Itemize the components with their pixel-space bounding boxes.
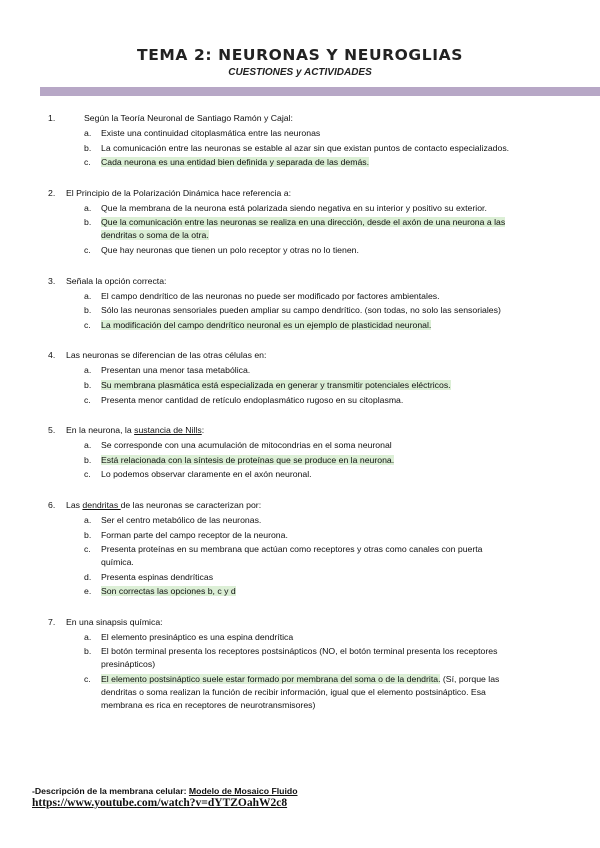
option-letter: b. (84, 217, 92, 228)
option-letter: c. (84, 469, 91, 480)
option-2c (0, 244, 600, 257)
option-letter: c. (84, 544, 91, 555)
option-letter: b. (84, 454, 92, 465)
question-text: En una sinapsis química: (66, 616, 163, 627)
option-3c (0, 319, 600, 332)
option-text: El campo dendrítico de las neuronas no puede ser modificado por factores ambientales. (101, 290, 440, 301)
option-1a (0, 127, 600, 140)
option-text: La comunicación entre las neuronas se estable al azar sin que existan puntos de contacto especializados. (101, 142, 510, 153)
question-number: 4. (48, 350, 56, 361)
option-7c (0, 673, 600, 712)
option-text: Presentan una menor tasa metabólica. (101, 365, 251, 376)
option-text-correct: Cada neurona es una entidad bien definida y separada de las demás. (101, 157, 370, 168)
option-letter: c. (84, 394, 91, 405)
option-3b (0, 304, 600, 317)
question-4 (0, 349, 600, 406)
option-letter: b. (84, 379, 92, 390)
option-6a (0, 514, 600, 527)
option-text-correct: Que la comunicación entre las neuronas se realiza en una dirección, desde el axón de una neurona a las dendritas o soma de la otra. (101, 217, 506, 241)
option-letter: a. (84, 514, 92, 525)
option-6e (0, 585, 600, 598)
page-title: TEMA 2: NEURONAS Y NEUROGLIAS (137, 46, 463, 64)
option-2b (0, 216, 600, 242)
underlined-term: sustancia de Nills (134, 425, 202, 436)
question-3 (0, 275, 600, 332)
option-3a (0, 290, 600, 303)
question-text: El Principio de la Polarización Dinámica hace referencia a: (66, 187, 292, 198)
option-text: El elemento presináptico es una espina dendrítica (101, 631, 294, 642)
option-letter: a. (84, 440, 92, 451)
option-4b (0, 379, 600, 392)
question-number: 5. (48, 425, 56, 436)
option-6d (0, 571, 600, 584)
question-text: Señala la opción correcta: (66, 275, 167, 286)
option-text: El botón terminal presenta los receptores postsinápticos (NO, el botón terminal presenta los receptores presinápticos) (101, 646, 498, 670)
option-letter: b. (84, 305, 92, 316)
option-2a (0, 202, 600, 215)
option-letter: c. (84, 674, 91, 685)
option-letter: b. (84, 142, 92, 153)
option-letter: a. (84, 365, 92, 376)
question-2 (0, 187, 600, 257)
option-7b (0, 645, 600, 671)
option-text: Presenta menor cantidad de retículo endoplasmático rugoso en su citoplasma. (101, 394, 404, 405)
question-list (0, 112, 600, 714)
option-text-correct: Son correctas las opciones b, c y d (101, 586, 236, 597)
option-5a (0, 439, 600, 452)
question-7 (0, 616, 600, 712)
option-5c (0, 468, 600, 481)
option-text-note: (Sí, porque las dendritas o soma realizan la función de recibir información, igual que el elemento postsináptico. Esa membrana es rica en receptores de neurotransmisores) (101, 674, 500, 711)
option-letter: c. (84, 244, 91, 255)
option-text: Existe una continuidad citoplasmática entre las neuronas (101, 128, 321, 138)
option-letter: a. (84, 202, 92, 213)
option-1b (0, 142, 600, 155)
question-text: Las neuronas se diferencian de las otras células en: (66, 350, 267, 361)
option-letter: a. (84, 631, 92, 642)
footer-label: -Descripción de la membrana celular: (32, 786, 189, 796)
question-number: 1. (48, 113, 56, 123)
question-number: 6. (48, 499, 56, 510)
option-6b (0, 529, 600, 542)
question-number: 2. (48, 187, 56, 198)
youtube-url-link[interactable]: https://www.youtube.com/watch?v=dYTZOahW2c8 (32, 797, 288, 809)
option-text: Forman parte del campo receptor de la neurona. (101, 529, 288, 540)
option-text: Se corresponde con una acumulación de mitocondrias en el soma neuronal (101, 440, 392, 451)
footer-description (32, 786, 298, 796)
question-text: Según la Teoría Neuronal de Santiago Ramón y Cajal: (84, 113, 293, 123)
option-letter: c. (84, 157, 91, 168)
question-5 (0, 424, 600, 481)
option-4a (0, 364, 600, 377)
page-subtitle: CUESTIONES y ACTIVIDADES (228, 67, 372, 78)
option-text: Presenta espinas dendríticas (101, 571, 214, 582)
option-text-correct: Su membrana plasmática está especializada en generar y transmitir potenciales eléctricos. (101, 379, 451, 390)
option-6c (0, 543, 600, 569)
option-letter: e. (84, 586, 92, 597)
footer-link[interactable]: Modelo de Mosaico Fluido (188, 786, 298, 796)
option-text-correct: El elemento postsináptico suele estar formado por membrana del soma o de la dendrita. (101, 674, 441, 685)
question-number: 7. (48, 616, 56, 627)
option-letter: a. (84, 128, 92, 138)
question-1 (0, 112, 600, 169)
option-text: Que hay neuronas que tienen un polo receptor y otras no lo tienen. (101, 244, 359, 255)
option-text-correct: La modificación del campo dendrítico neuronal es un ejemplo de plasticidad neuronal. (101, 319, 432, 330)
header-band (40, 87, 600, 96)
option-1c (0, 156, 600, 169)
question-6 (0, 499, 600, 598)
option-letter: b. (84, 646, 92, 657)
option-letter: b. (84, 529, 92, 540)
option-letter: d. (84, 571, 92, 582)
option-text-correct: Está relacionada con la síntesis de proteínas que se produce en la neurona. (101, 454, 395, 465)
option-text: Ser el centro metabólico de las neuronas. (101, 514, 262, 525)
option-text: Presenta proteínas en su membrana que actúan como receptores y otras como canales con puerta química. (101, 544, 483, 568)
option-text: Sólo las neuronas sensoriales pueden ampliar su campo dendrítico. (son todas, no solo las sensoriales) (101, 305, 501, 316)
option-5b (0, 454, 600, 467)
option-letter: c. (84, 319, 91, 330)
question-text: En la neurona, la sustancia de Nills: (66, 425, 205, 436)
option-letter: a. (84, 290, 92, 301)
option-text: Que la membrana de la neurona está polarizada siendo negativa en su interior y positivo su exterior. (101, 202, 487, 213)
question-number: 3. (48, 275, 56, 286)
option-7a (0, 631, 600, 644)
option-4c (0, 394, 600, 407)
option-text: Lo podemos observar claramente en el axón neuronal. (101, 469, 312, 480)
underlined-term: dendritas (82, 499, 121, 510)
question-text: Las dendritas de las neuronas se caracterizan por: (66, 499, 262, 510)
